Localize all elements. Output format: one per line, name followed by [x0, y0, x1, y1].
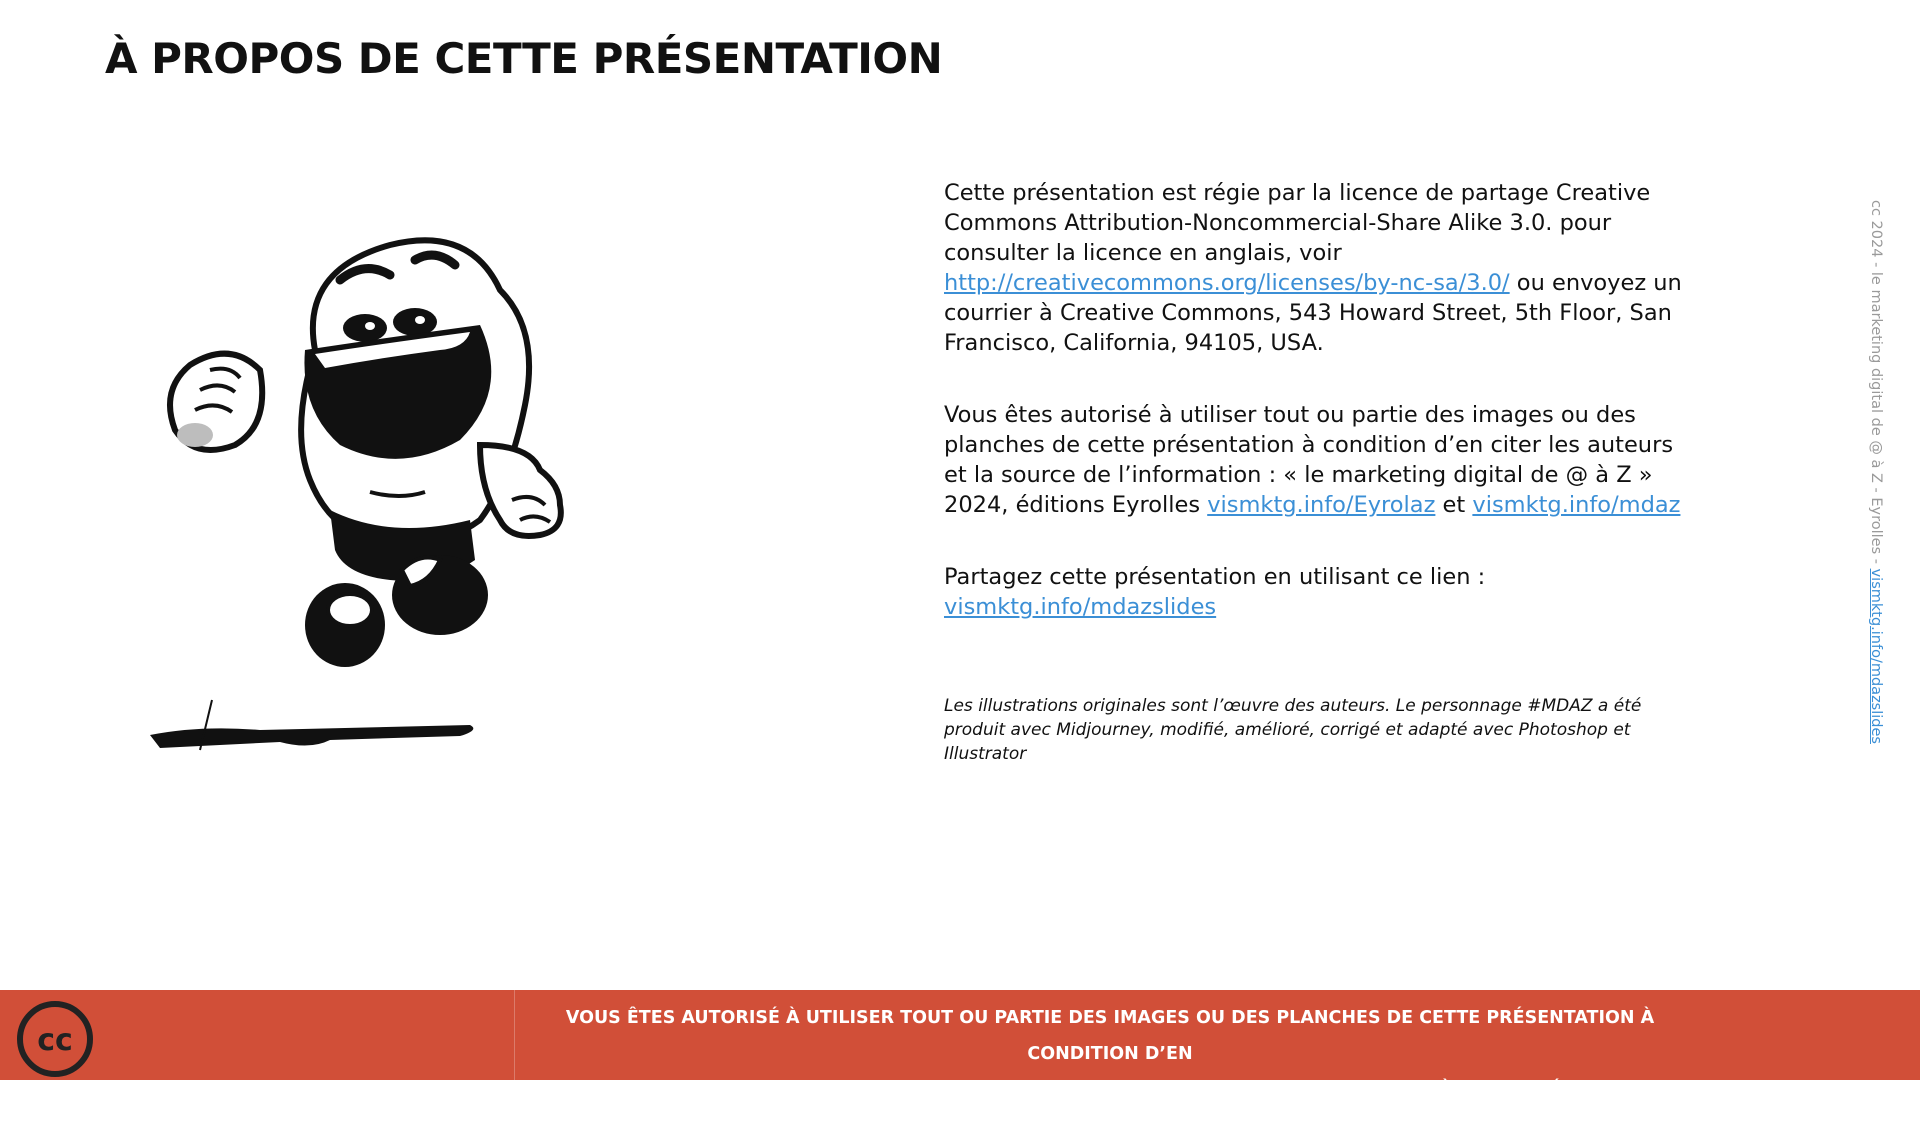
illustration-credit-note: Les illustrations originales sont l’œuvre des auteurs. Le personnage #MDAZ a été produit avec Midjourney, modifié, amélioré, corrigé et adapté avec Photoshop et Illustrator: [944, 696, 1642, 764]
side-caption: [1862, 200, 1890, 744]
side-caption-link[interactable]: vismktg.info/mdazslides: [1868, 568, 1884, 744]
license-paragraph: [944, 178, 1684, 358]
footer-divider: [514, 990, 515, 1080]
footer-line-2: CITER LES AUTEURS ET LA SOURCE DE L’INFORMATION : « LE MARKETING DIGITAL DE @ À Z » 2024 ÉDITIONS EYROLLES: [576, 1080, 1644, 1136]
mdazslides-link[interactable]: vismktg.info/mdazslides: [944, 594, 1217, 620]
footer-banner: [0, 990, 1920, 1136]
eyrolaz-link[interactable]: vismktg.info/Eyrolaz: [1207, 492, 1436, 518]
usage-text: Vous êtes autorisé à utiliser tout ou partie des images ou des planches de cette présentation à condition d’en citer les auteurs et la source de l’information : « le marketing digital de @ à Z » 2024, éditions Eyrolles: [944, 402, 1674, 518]
license-address-text: ou envoyez un courrier à Creative Commons, 543 Howard Street, 5th Floor, San Francisco, California, 94105, USA.: [944, 270, 1682, 356]
share-paragraph: [944, 562, 1684, 622]
license-info-text: [944, 178, 1684, 766]
usage-paragraph: [944, 400, 1684, 520]
mascot-illustration: [140, 230, 720, 780]
mdaz-link[interactable]: vismktg.info/mdaz: [1472, 492, 1681, 518]
share-text: Partagez cette présentation en utilisant ce lien :: [944, 564, 1486, 590]
footer-line-1: VOUS ÊTES AUTORISÉ À UTILISER TOUT OU PARTIE DES IMAGES OU DES PLANCHES DE CETTE PRÉSENTATION À CONDITION D’EN: [565, 1008, 1655, 1064]
footer-license-notice: [530, 1000, 1690, 1144]
creative-commons-icon: [16, 1000, 94, 1078]
license-text: Cette présentation est régie par la licence de partage Creative Commons Attribution-Noncommercial-Share Alike 3.0. pour consulter la licence en anglais, voir: [944, 180, 1651, 266]
usage-connector: et: [1435, 492, 1473, 518]
creative-commons-license-link[interactable]: http://creativecommons.org/licenses/by-nc-sa/3.0/: [944, 270, 1510, 296]
page-title: À PROPOS DE CETTE PRÉSENTATION: [105, 34, 943, 83]
side-caption-text: cc 2024 - le marketing digital de @ à Z - Eyrolles -: [1868, 200, 1884, 569]
cc-logo-text: cc: [37, 1023, 73, 1058]
